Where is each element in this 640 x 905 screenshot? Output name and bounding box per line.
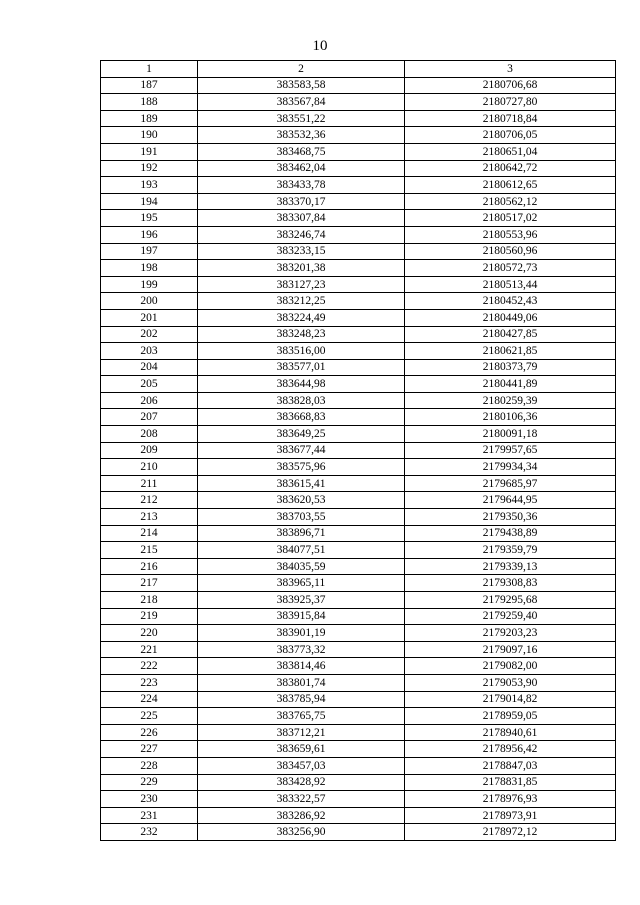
y-coordinate-cell: 2180727,80 <box>405 94 616 111</box>
x-coordinate-cell: 383532,36 <box>198 127 405 144</box>
table-row <box>101 193 616 210</box>
x-coordinate-cell: 384035,59 <box>198 558 405 575</box>
table-row <box>101 309 616 326</box>
y-coordinate-cell: 2180513,44 <box>405 276 616 293</box>
x-coordinate-cell: 383765,75 <box>198 708 405 725</box>
table-row <box>101 509 616 526</box>
y-coordinate-cell: 2180553,96 <box>405 226 616 243</box>
x-coordinate-cell: 383925,37 <box>198 592 405 609</box>
point-number-cell: 191 <box>101 143 198 160</box>
y-coordinate-cell: 2179295,68 <box>405 592 616 609</box>
x-coordinate-cell: 383248,23 <box>198 326 405 343</box>
x-coordinate-cell: 383644,98 <box>198 376 405 393</box>
x-coordinate-cell: 383233,15 <box>198 243 405 260</box>
table-row <box>101 459 616 476</box>
x-coordinate-cell: 383801,74 <box>198 674 405 691</box>
table-row <box>101 210 616 227</box>
table-row <box>101 392 616 409</box>
y-coordinate-cell: 2178847,03 <box>405 757 616 774</box>
point-number-cell: 201 <box>101 309 198 326</box>
point-number-cell: 221 <box>101 641 198 658</box>
x-coordinate-cell: 383462,04 <box>198 160 405 177</box>
point-number-cell: 219 <box>101 608 198 625</box>
table-row <box>101 77 616 94</box>
point-number-cell: 220 <box>101 625 198 642</box>
y-coordinate-cell: 2179957,65 <box>405 442 616 459</box>
point-number-cell: 217 <box>101 575 198 592</box>
y-coordinate-cell: 2179685,97 <box>405 475 616 492</box>
x-coordinate-cell: 383583,58 <box>198 77 405 94</box>
x-coordinate-cell: 383567,84 <box>198 94 405 111</box>
table-row <box>101 641 616 658</box>
point-number-cell: 215 <box>101 542 198 559</box>
y-coordinate-cell: 2178956,42 <box>405 741 616 758</box>
y-coordinate-cell: 2178940,61 <box>405 724 616 741</box>
x-coordinate-cell: 383322,57 <box>198 791 405 808</box>
table-row <box>101 625 616 642</box>
x-coordinate-cell: 383773,32 <box>198 641 405 658</box>
table-row <box>101 177 616 194</box>
point-number-cell: 205 <box>101 376 198 393</box>
y-coordinate-cell: 2179097,16 <box>405 641 616 658</box>
point-number-cell: 207 <box>101 409 198 426</box>
point-number-cell: 230 <box>101 791 198 808</box>
point-number-cell: 211 <box>101 475 198 492</box>
point-number-cell: 193 <box>101 177 198 194</box>
x-coordinate-cell: 383620,53 <box>198 492 405 509</box>
table-row <box>101 592 616 609</box>
table-row <box>101 94 616 111</box>
table-row <box>101 608 616 625</box>
x-coordinate-cell: 383286,92 <box>198 807 405 824</box>
x-coordinate-cell: 383615,41 <box>198 475 405 492</box>
x-coordinate-cell: 383814,46 <box>198 658 405 675</box>
point-number-cell: 202 <box>101 326 198 343</box>
x-coordinate-cell: 383712,21 <box>198 724 405 741</box>
table-row <box>101 542 616 559</box>
table-row <box>101 260 616 277</box>
x-coordinate-cell: 383516,00 <box>198 343 405 360</box>
point-number-cell: 214 <box>101 525 198 542</box>
y-coordinate-cell: 2180718,84 <box>405 110 616 127</box>
y-coordinate-cell: 2180706,68 <box>405 77 616 94</box>
point-number-cell: 222 <box>101 658 198 675</box>
point-number-cell: 189 <box>101 110 198 127</box>
point-number-cell: 199 <box>101 276 198 293</box>
y-coordinate-cell: 2179644,95 <box>405 492 616 509</box>
point-number-cell: 192 <box>101 160 198 177</box>
point-number-cell: 210 <box>101 459 198 476</box>
table-row <box>101 160 616 177</box>
point-number-cell: 213 <box>101 509 198 526</box>
x-coordinate-cell: 383703,55 <box>198 509 405 526</box>
point-number-cell: 203 <box>101 343 198 360</box>
x-coordinate-cell: 383649,25 <box>198 426 405 443</box>
table-row <box>101 575 616 592</box>
y-coordinate-cell: 2179438,89 <box>405 525 616 542</box>
column-header-x: 2 <box>198 61 405 78</box>
table-row <box>101 757 616 774</box>
point-number-cell: 194 <box>101 193 198 210</box>
table-row <box>101 492 616 509</box>
y-coordinate-cell: 2179934,34 <box>405 459 616 476</box>
table-row <box>101 807 616 824</box>
x-coordinate-cell: 383256,90 <box>198 824 405 841</box>
y-coordinate-cell: 2180373,79 <box>405 359 616 376</box>
x-coordinate-cell: 383915,84 <box>198 608 405 625</box>
x-coordinate-cell: 384077,51 <box>198 542 405 559</box>
point-number-cell: 227 <box>101 741 198 758</box>
x-coordinate-cell: 383224,49 <box>198 309 405 326</box>
point-number-cell: 198 <box>101 260 198 277</box>
y-coordinate-cell: 2180651,04 <box>405 143 616 160</box>
x-coordinate-cell: 383201,38 <box>198 260 405 277</box>
point-number-cell: 229 <box>101 774 198 791</box>
table-row <box>101 708 616 725</box>
y-coordinate-cell: 2180106,36 <box>405 409 616 426</box>
table-row <box>101 359 616 376</box>
point-number-cell: 212 <box>101 492 198 509</box>
y-coordinate-cell: 2178972,12 <box>405 824 616 841</box>
table-row <box>101 774 616 791</box>
y-coordinate-cell: 2179259,40 <box>405 608 616 625</box>
table-body <box>101 77 616 840</box>
x-coordinate-cell: 383677,44 <box>198 442 405 459</box>
table-row <box>101 293 616 310</box>
x-coordinate-cell: 383668,83 <box>198 409 405 426</box>
point-number-cell: 190 <box>101 127 198 144</box>
table-row <box>101 409 616 426</box>
x-coordinate-cell: 383246,74 <box>198 226 405 243</box>
table-row <box>101 243 616 260</box>
table-row <box>101 558 616 575</box>
y-coordinate-cell: 2180259,39 <box>405 392 616 409</box>
y-coordinate-cell: 2179350,36 <box>405 509 616 526</box>
point-number-cell: 231 <box>101 807 198 824</box>
table-row <box>101 674 616 691</box>
column-header-point-number: 1 <box>101 61 198 78</box>
table-row <box>101 226 616 243</box>
point-number-cell: 204 <box>101 359 198 376</box>
point-number-cell: 197 <box>101 243 198 260</box>
column-header-y: 3 <box>405 61 616 78</box>
x-coordinate-cell: 383127,23 <box>198 276 405 293</box>
y-coordinate-cell: 2180427,85 <box>405 326 616 343</box>
table-header-row <box>101 61 616 78</box>
x-coordinate-cell: 383785,94 <box>198 691 405 708</box>
table-row <box>101 824 616 841</box>
point-number-cell: 206 <box>101 392 198 409</box>
y-coordinate-cell: 2179203,23 <box>405 625 616 642</box>
point-number-cell: 224 <box>101 691 198 708</box>
point-number-cell: 228 <box>101 757 198 774</box>
point-number-cell: 218 <box>101 592 198 609</box>
y-coordinate-cell: 2178959,05 <box>405 708 616 725</box>
point-number-cell: 232 <box>101 824 198 841</box>
point-number-cell: 195 <box>101 210 198 227</box>
coordinates-table <box>100 60 616 841</box>
y-coordinate-cell: 2178976,93 <box>405 791 616 808</box>
point-number-cell: 225 <box>101 708 198 725</box>
table-row <box>101 110 616 127</box>
table-row <box>101 691 616 708</box>
x-coordinate-cell: 383433,78 <box>198 177 405 194</box>
point-number-cell: 209 <box>101 442 198 459</box>
point-number-cell: 226 <box>101 724 198 741</box>
y-coordinate-cell: 2178973,91 <box>405 807 616 824</box>
x-coordinate-cell: 383370,17 <box>198 193 405 210</box>
page-number: 10 <box>312 38 328 54</box>
y-coordinate-cell: 2180449,06 <box>405 309 616 326</box>
y-coordinate-cell: 2179082,00 <box>405 658 616 675</box>
y-coordinate-cell: 2180517,02 <box>405 210 616 227</box>
table-row <box>101 143 616 160</box>
y-coordinate-cell: 2179053,90 <box>405 674 616 691</box>
x-coordinate-cell: 383468,75 <box>198 143 405 160</box>
table-row <box>101 276 616 293</box>
y-coordinate-cell: 2178831,85 <box>405 774 616 791</box>
table-row <box>101 376 616 393</box>
y-coordinate-cell: 2180452,43 <box>405 293 616 310</box>
table-row <box>101 724 616 741</box>
y-coordinate-cell: 2179359,79 <box>405 542 616 559</box>
y-coordinate-cell: 2180642,72 <box>405 160 616 177</box>
table-row <box>101 426 616 443</box>
x-coordinate-cell: 383575,96 <box>198 459 405 476</box>
point-number-cell: 188 <box>101 94 198 111</box>
table-row <box>101 475 616 492</box>
x-coordinate-cell: 383828,03 <box>198 392 405 409</box>
point-number-cell: 223 <box>101 674 198 691</box>
table-row <box>101 791 616 808</box>
y-coordinate-cell: 2180091,18 <box>405 426 616 443</box>
point-number-cell: 208 <box>101 426 198 443</box>
table-row <box>101 658 616 675</box>
table-row <box>101 442 616 459</box>
point-number-cell: 200 <box>101 293 198 310</box>
x-coordinate-cell: 383965,11 <box>198 575 405 592</box>
y-coordinate-cell: 2180560,96 <box>405 243 616 260</box>
table-row <box>101 127 616 144</box>
y-coordinate-cell: 2179339,13 <box>405 558 616 575</box>
y-coordinate-cell: 2180706,05 <box>405 127 616 144</box>
point-number-cell: 187 <box>101 77 198 94</box>
x-coordinate-cell: 383307,84 <box>198 210 405 227</box>
y-coordinate-cell: 2180612,65 <box>405 177 616 194</box>
x-coordinate-cell: 383901,19 <box>198 625 405 642</box>
x-coordinate-cell: 383428,92 <box>198 774 405 791</box>
x-coordinate-cell: 383457,03 <box>198 757 405 774</box>
x-coordinate-cell: 383896,71 <box>198 525 405 542</box>
x-coordinate-cell: 383212,25 <box>198 293 405 310</box>
y-coordinate-cell: 2180572,73 <box>405 260 616 277</box>
table-row <box>101 343 616 360</box>
table-row <box>101 741 616 758</box>
y-coordinate-cell: 2179014,82 <box>405 691 616 708</box>
y-coordinate-cell: 2180562,12 <box>405 193 616 210</box>
y-coordinate-cell: 2179308,83 <box>405 575 616 592</box>
x-coordinate-cell: 383577,01 <box>198 359 405 376</box>
point-number-cell: 216 <box>101 558 198 575</box>
y-coordinate-cell: 2180621,85 <box>405 343 616 360</box>
table-row <box>101 525 616 542</box>
x-coordinate-cell: 383551,22 <box>198 110 405 127</box>
table-row <box>101 326 616 343</box>
x-coordinate-cell: 383659,61 <box>198 741 405 758</box>
point-number-cell: 196 <box>101 226 198 243</box>
y-coordinate-cell: 2180441,89 <box>405 376 616 393</box>
